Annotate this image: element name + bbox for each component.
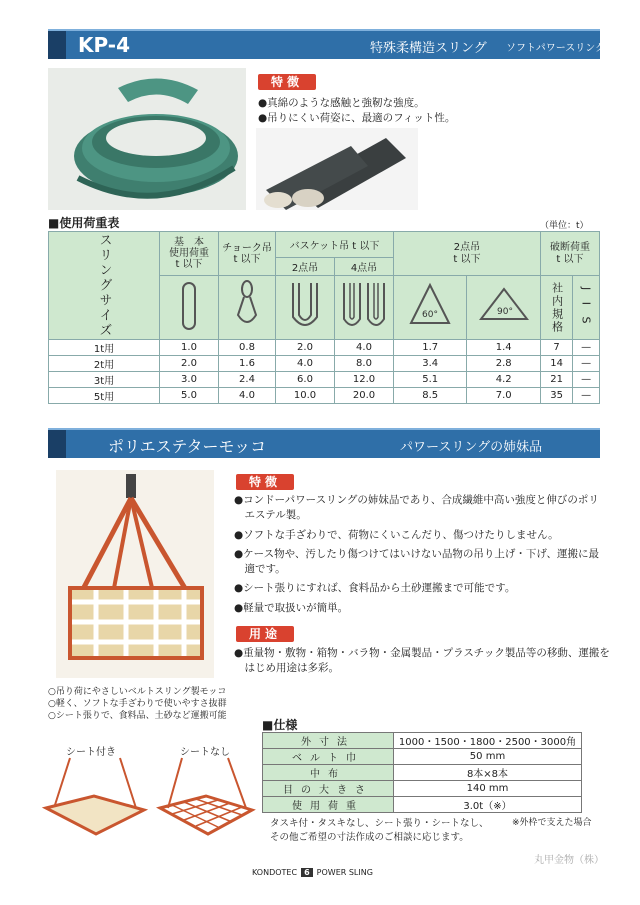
diagram-two-point-90 (467, 276, 540, 340)
load-table-unit: （単位：t） (540, 221, 589, 231)
cell: 2.8 (467, 356, 540, 372)
sling-end-photo (256, 128, 418, 210)
cell: 7 (540, 340, 572, 356)
cell: 20.0 (335, 388, 394, 404)
cell: 1.6 (219, 356, 276, 372)
row-size: 5t用 (49, 388, 160, 404)
cell: 5.0 (160, 388, 219, 404)
spec-key: ベルト巾 (263, 749, 394, 765)
cell: 4.0 (335, 340, 394, 356)
angle-60-label: 60° (422, 310, 439, 320)
spec-key: 中布 (263, 765, 394, 781)
spec-key: 目の大きさ (263, 781, 394, 797)
row-size: 2t用 (49, 356, 160, 372)
col-basket-2: 2点吊 (276, 258, 335, 276)
spec-row (263, 781, 582, 797)
cell: 5.1 (394, 372, 467, 388)
table-row (49, 388, 600, 404)
col-basic: 基 本 使用荷重 t 以下 (160, 232, 219, 276)
cell: 1.0 (160, 340, 219, 356)
spec-footer-note-1: タスキ付・タスキなし、シート張り・シートなし、 (270, 818, 489, 829)
spec-key: 使用荷重 (263, 797, 394, 813)
spec-note: ※外枠で支えた場合 (512, 818, 592, 828)
col-basket: バスケット吊 t 以下 (276, 232, 394, 258)
cell: 8.0 (335, 356, 394, 372)
spec-value: 140 mm (394, 781, 582, 797)
diagram-two-point-60 (394, 276, 467, 340)
mokko-use-1: ●重量物・敷物・箱物・バラ物・金属製品・プラスチック製品等の移動、運搬を (234, 647, 610, 659)
cell: 6.0 (276, 372, 335, 388)
col-choke: チョーク吊 t 以下 (219, 232, 276, 276)
spec-row (263, 749, 582, 765)
col-break-company: 社内規格 (540, 276, 572, 340)
mokko-title: ポリエステターモッコ (108, 437, 267, 456)
cell: — (573, 372, 600, 388)
col-size: スリングサイズ (49, 232, 160, 340)
mokko-photo (56, 470, 214, 678)
with-sheet-label: シート付き (66, 747, 116, 758)
cell: 35 (540, 388, 572, 404)
mokko-feature-2: ●ソフトな手ざわりで、荷物にくいこんだり、傷つけたりしません。 (234, 529, 559, 541)
kp4-banner (48, 29, 606, 59)
mokko-caption-1: ○吊り荷にやさしいベルトスリング製モッコ (48, 687, 227, 697)
col-two-point: 2点吊 t 以下 (394, 232, 541, 276)
mokko-caption-3: ○シート張りで、食料品、土砂など運搬可能 (48, 711, 227, 721)
spec-row (263, 733, 582, 749)
cell: 4.2 (467, 372, 540, 388)
kp4-feature-tag: 特徴 (258, 74, 316, 90)
mokko-subtitle: パワースリングの姉妹品 (400, 440, 543, 455)
mokko-banner (48, 428, 600, 458)
spec-value: 50 mm (394, 749, 582, 765)
table-row (49, 340, 600, 356)
cell: 10.0 (276, 388, 335, 404)
spec-value: 3.0t（※） (394, 797, 582, 813)
cell: 3.4 (394, 356, 467, 372)
spec-heading: ■仕様 (262, 718, 298, 732)
cell: 2.4 (219, 372, 276, 388)
cell: 2.0 (160, 356, 219, 372)
footer-brand: KONDOTEC (252, 868, 298, 877)
cell: 12.0 (335, 372, 394, 388)
footer-title: POWER SLING (316, 868, 373, 877)
cell: — (573, 340, 600, 356)
load-table-heading: ■使用荷重表 (48, 216, 120, 230)
col-basket-4: 4点吊 (335, 258, 394, 276)
table-row (49, 356, 600, 372)
row-size: 1t用 (49, 340, 160, 356)
mokko-feature-tag: 特徴 (236, 474, 294, 490)
col-break-jis: J I S (573, 276, 600, 340)
kp4-feature-2: ●吊りにくい荷姿に、最適のフィット性。 (258, 112, 456, 124)
spec-row (263, 797, 582, 813)
spec-footer-note-2: その他ご希望の寸法作成のご相談に応じます。 (270, 832, 469, 843)
without-sheet-label: シートなし (180, 747, 230, 758)
kp4-subtitle-main: 特殊柔構造スリング (370, 41, 487, 56)
diagram-basket-4 (335, 276, 394, 340)
mokko-use-tag: 用途 (236, 626, 294, 642)
cell: — (573, 388, 600, 404)
cell: 0.8 (219, 340, 276, 356)
angle-90-label: 90° (496, 307, 513, 317)
diagram-basket-2 (276, 276, 335, 340)
mokko-use-2: はじめ用途は多彩。 (234, 662, 339, 674)
cell: — (573, 356, 600, 372)
mokko-feature-1b: エステル製。 (234, 509, 307, 521)
spec-row (263, 765, 582, 781)
page-footer (252, 868, 373, 877)
net-with-sheet-illustration (40, 756, 148, 840)
sling-photo (48, 68, 246, 210)
row-size: 3t用 (49, 372, 160, 388)
cell: 21 (540, 372, 572, 388)
banner-accent (48, 31, 66, 59)
mokko-caption-2: ○軽く、ソフトな手ざわりで使いやすさ抜群 (48, 699, 227, 709)
kp4-subtitle-sub: ソフトパワースリング (506, 43, 606, 54)
spec-value: 8本×8本 (394, 765, 582, 781)
cell: 1.7 (394, 340, 467, 356)
banner-accent (48, 430, 66, 458)
col-break: 破断荷重 t 以下 (540, 232, 599, 276)
load-table (48, 231, 600, 404)
kp4-model: KP-4 (78, 33, 131, 57)
cell: 4.0 (219, 388, 276, 404)
net-without-sheet-illustration (156, 756, 256, 840)
spec-table (262, 732, 582, 813)
cell: 8.5 (394, 388, 467, 404)
cell: 14 (540, 356, 572, 372)
page-number: 6 (301, 868, 313, 877)
kp4-feature-1: ●真綿のような感触と強靭な強度。 (258, 97, 425, 109)
mokko-feature-5: ●軽量で取扱いが簡単。 (234, 602, 349, 614)
diagram-basic (160, 276, 219, 340)
cell: 7.0 (467, 388, 540, 404)
cell: 1.4 (467, 340, 540, 356)
diagram-choke (219, 276, 276, 340)
company-stamp: 丸甲金物（株） (534, 855, 604, 866)
spec-key: 外寸法 (263, 733, 394, 749)
cell: 4.0 (276, 356, 335, 372)
cell: 2.0 (276, 340, 335, 356)
mokko-feature-3: ●ケース物や、汚したり傷つけてはいけない品物の吊り上げ・下げ、運搬に最 (234, 548, 600, 560)
mokko-feature-1: ●コンドーパワースリングの姉妹品であり、合成繊維中高い強度と伸びのポリ (234, 494, 599, 506)
spec-value: 1000・1500・1800・2500・3000角 (394, 733, 582, 749)
table-row (49, 372, 600, 388)
mokko-feature-4: ●シート張りにすれば、食料品から土砂運搬まで可能です。 (234, 582, 516, 594)
cell: 3.0 (160, 372, 219, 388)
mokko-feature-3b: 適です。 (234, 563, 286, 575)
